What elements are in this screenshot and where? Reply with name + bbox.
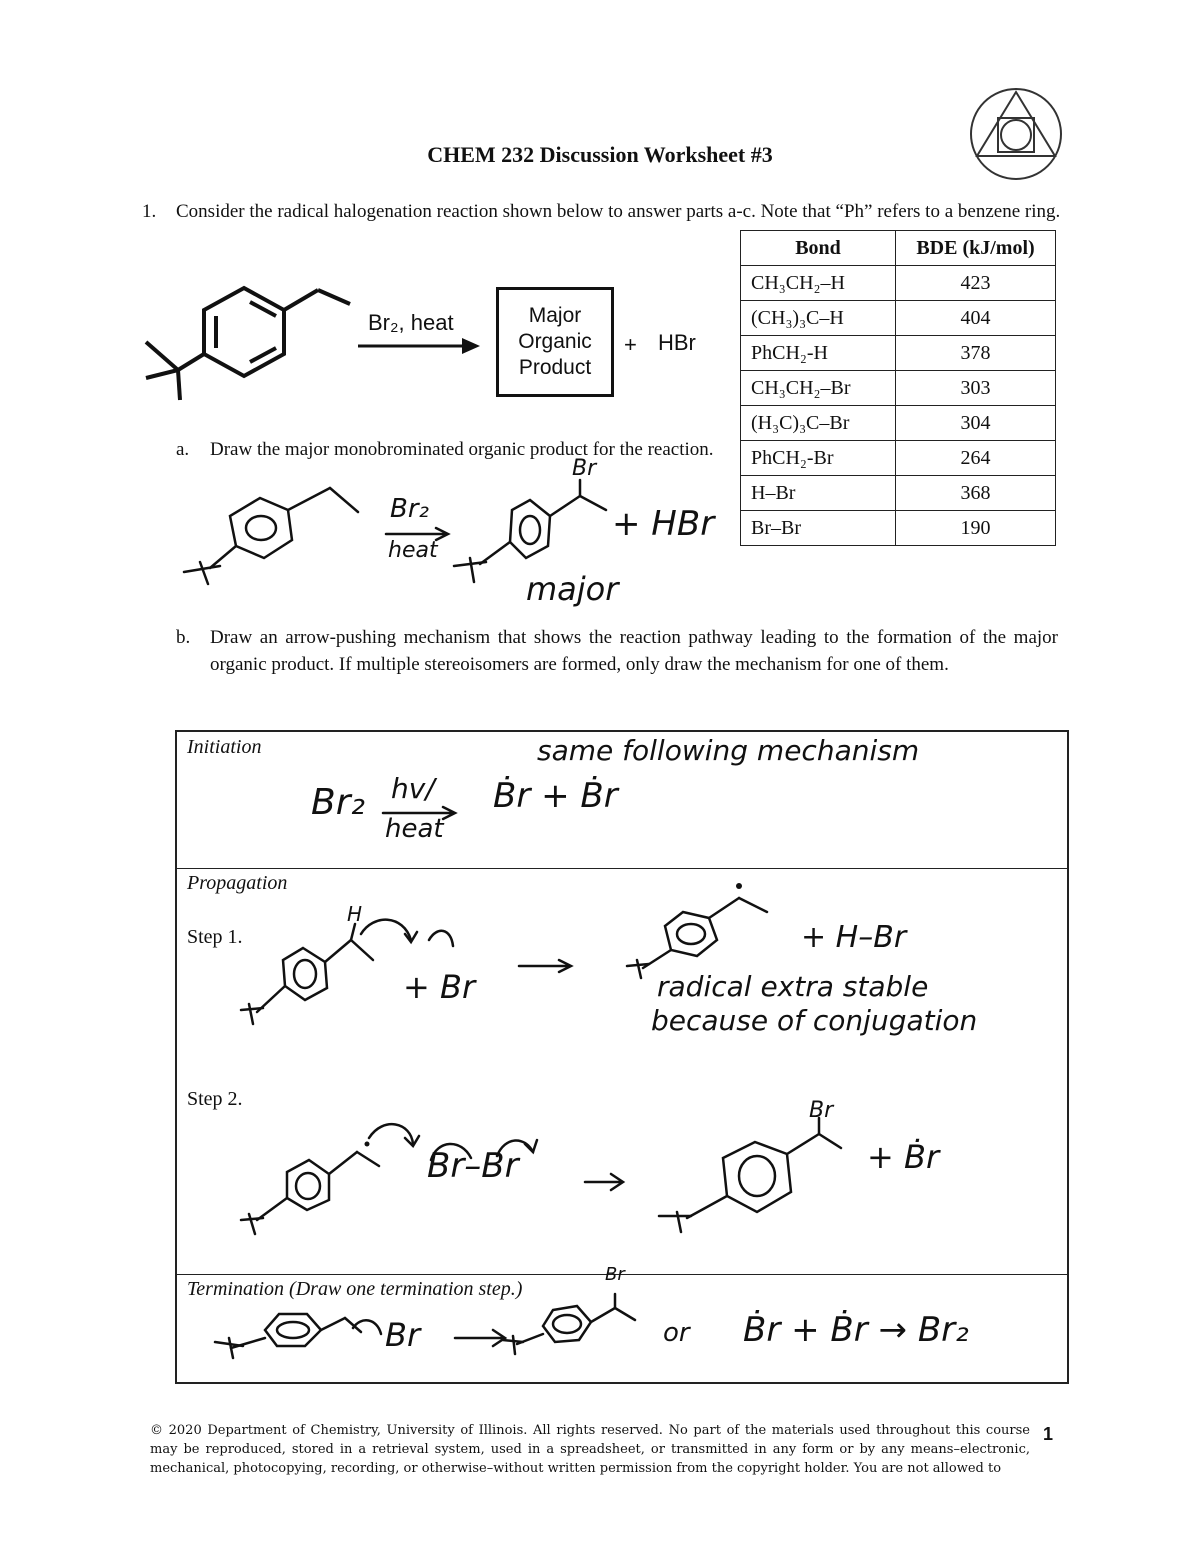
hand-plus-hbr: + HBr (612, 504, 715, 544)
initiation-heat: heat (385, 814, 444, 844)
initiation-br2: Br₂ (311, 782, 365, 823)
propagation-label: Propagation (187, 872, 288, 894)
column-header: BDE (kJ/mol) (896, 231, 1056, 266)
table-row (741, 476, 1056, 511)
termination-product-structure (499, 1280, 649, 1360)
table-row (741, 406, 1056, 441)
step1-note-line2: because of conjugation (651, 1004, 978, 1037)
step1-arrow (517, 958, 577, 974)
step1-h-label: H (347, 902, 363, 926)
table-row (741, 301, 1056, 336)
step1-label: Step 1. (187, 926, 243, 948)
table-row (741, 336, 1056, 371)
handwritten-reactant-structure (180, 480, 370, 590)
question-number: 1. (142, 201, 157, 222)
bde-cell: 304 (896, 406, 1056, 441)
plus-sign: + (624, 332, 637, 357)
hand-reagent-bottom: heat (388, 538, 438, 563)
bond-cell: CH₃CH₂–Br (741, 371, 896, 406)
step1-product-structure (617, 882, 797, 982)
initiation-label: Initiation (187, 736, 262, 758)
section-divider (177, 868, 1067, 869)
hand-br-label: Br (572, 456, 597, 481)
bde-table (740, 230, 1056, 546)
table-row (741, 441, 1056, 476)
reagent-label: Br₂, heat (368, 310, 454, 335)
column-header: Bond (741, 231, 896, 266)
page-title: CHEM 232 Discussion Worksheet #3 (427, 142, 773, 167)
termination-equation: Ḃr + Ḃr → Br₂ (743, 1310, 969, 1350)
part-a-text: Draw the major monobrominated organic product for the reaction. (210, 439, 714, 460)
termination-reactant-structure (207, 1288, 397, 1378)
table-row (741, 511, 1056, 546)
hand-major-label: major (526, 570, 619, 608)
starting-material-structure (140, 278, 360, 408)
step2-brbr: Br–Br (427, 1146, 519, 1186)
bde-cell: 404 (896, 301, 1056, 336)
step2-arrow (583, 1170, 629, 1194)
mechanism-box (175, 730, 1069, 1384)
product-box-line: Organic (518, 330, 592, 353)
table-header-row (741, 231, 1056, 266)
termination-product-br: Br (605, 1264, 625, 1285)
bde-cell: 303 (896, 371, 1056, 406)
copyright-footer: © 2020 Department of Chemistry, University of Illinois. All rights reserved. No part of the materials used throughout this course may be reproduced, stored in a retrieval system, used in a spreadsheet, or transmitted in any form or by any means–electronic, mechanical, photocopying, recording, or otherwise–without written permission from the copyright holder. You are not allowed to (150, 1423, 1030, 1476)
bond-cell: PhCH₂-Br (741, 441, 896, 476)
part-b-text: Draw an arrow-pushing mechanism that shows the reaction pathway leading to the formation of the major organic product. If multiple stereoisomers are formed, only draw the mechanism for one of them. (210, 627, 1058, 675)
step2-product-structure (651, 1108, 851, 1238)
bond-cell: (CH₃)₃C–H (741, 301, 896, 336)
table-row (741, 266, 1056, 301)
hand-reagent-top: Br₂ (390, 494, 429, 524)
part-a-letter: a. (176, 439, 190, 460)
termination-or: or (663, 1318, 690, 1348)
reaction-arrow (358, 336, 482, 356)
bde-cell: 368 (896, 476, 1056, 511)
termination-br: Br (385, 1316, 421, 1354)
bde-cell: 264 (896, 441, 1056, 476)
step2-plus-br: + Ḃr (867, 1138, 940, 1176)
bde-cell: 423 (896, 266, 1056, 301)
step2-br-label: Br (809, 1098, 834, 1123)
step1-note-line1: radical extra stable (657, 970, 929, 1003)
product-box-line: Major (528, 304, 582, 327)
bond-cell: (H₃C)₃C–Br (741, 406, 896, 441)
table-row (741, 371, 1056, 406)
bde-cell: 190 (896, 511, 1056, 546)
bond-cell: H–Br (741, 476, 896, 511)
step1-plus-br: + Br (403, 968, 476, 1006)
question-text: Consider the radical halogenation reaction shown below to answer parts a-c. Note that “Ph” refers to a benzene ring. (176, 201, 1061, 222)
initiation-note: same following mechanism (537, 734, 920, 767)
initiation-hv: hv/ (391, 772, 435, 805)
bde-cell: 378 (896, 336, 1056, 371)
initiation-products: Ḃr + Ḃr (493, 776, 618, 816)
termination-label: Termination (Draw one termination step.) (187, 1278, 523, 1300)
bond-cell: PhCH₂-H (741, 336, 896, 371)
product-box (496, 287, 614, 397)
product-box-line: Product (518, 356, 592, 379)
part-b-letter: b. (176, 627, 191, 648)
step1-plus-hbr: + H–Br (801, 920, 907, 955)
step2-reactant-structure (233, 1108, 433, 1238)
bond-cell: Br–Br (741, 511, 896, 546)
page-number: 1 (1043, 1424, 1054, 1444)
byproduct-label: HBr (658, 330, 696, 355)
step2-label: Step 2. (187, 1088, 243, 1110)
bond-cell: CH₃CH₂–H (741, 266, 896, 301)
